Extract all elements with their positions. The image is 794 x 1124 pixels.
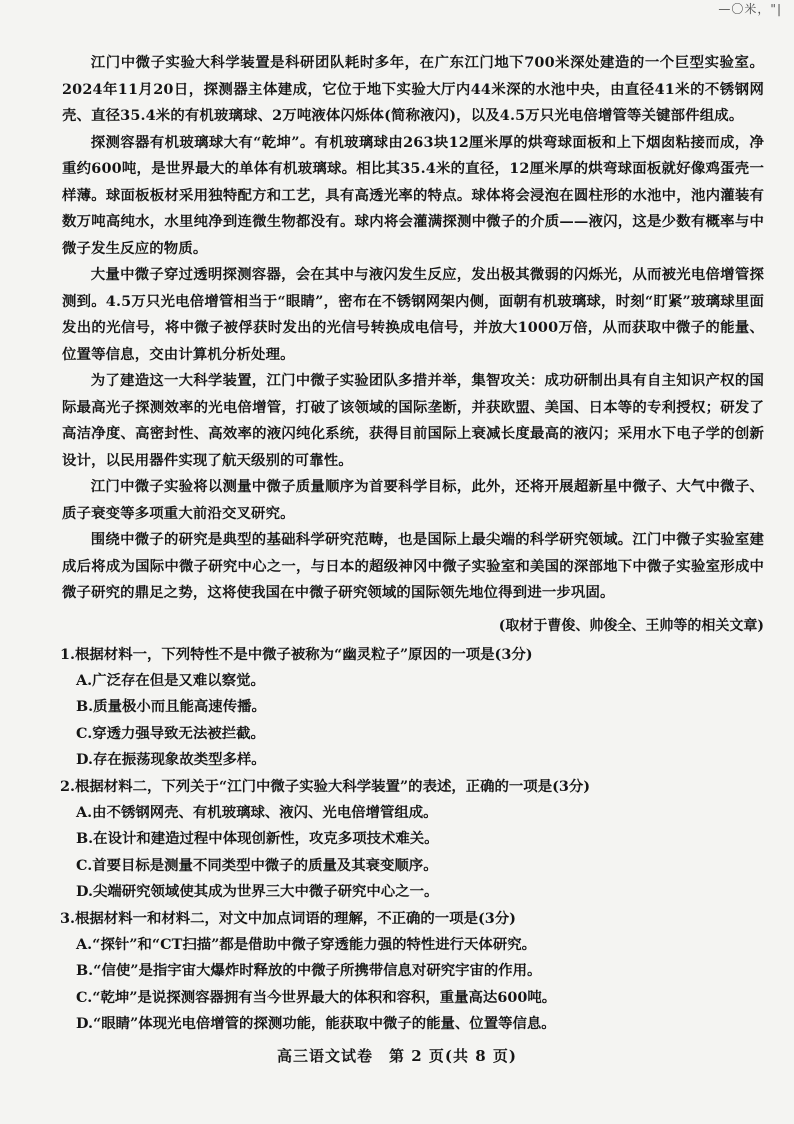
- corner-mark: —〇米，"|: [718, 2, 782, 16]
- option-d: D.存在振荡现象故类型多样。: [76, 751, 266, 768]
- paragraph-6: 围绕中微子的研究是典型的基础科学研究范畴，也是国际上最尖端的科学研究领域。江门中微子实验室建成后将成为国际中微子研究中心之一，与日本的超级神冈中微子实验室和美国的深部地下中微子实验室形成中微子研究的鼎足之势，这将使我国在中微子研究领域的国际领先地位得到进一步巩固。: [62, 531, 764, 601]
- paragraph-5: 江门中微子实验将以测量中微子质量顺序为首要科学目标，此外，还将开展超新星中微子、大气中微子、质子衰变等多项重大前沿交叉研究。: [62, 478, 764, 522]
- question-stem: 2.根据材料二，下列关于“江门中微子实验大科学装置”的表述，正确的一项是(3分): [60, 777, 591, 795]
- option-c: C.穿透力强导致无法被拦截。: [76, 724, 265, 742]
- option-b: B.“信使”是指宇宙大爆炸时释放的中微子所携带信息对研究宇宙的作用。: [76, 962, 542, 979]
- article-body: [0, 50, 794, 607]
- paragraph-4: 为了建造这一大科学装置，江门中微子实验团队多措并举，集智攻关：成功研制出具有自主知识产权的国际最高光子探测效率的光电倍增管，打破了该领域的国际垄断，并获欧盟、美国、日本等的专利授权；研发了高洁净度、高密封性、高效率的液闪纯化系统，获得目前国际上衰减长度最高的液闪；采用水下电子学的创新设计，以民用器件实现了航天级别的可靠性。: [62, 372, 764, 469]
- question-stem: 1.根据材料一，下列特性不是中微子被称为“幽灵粒子”原因的一项是(3分): [60, 645, 533, 663]
- option-c: C.首要目标是测量不同类型中微子的质量及其衰变顺序。: [76, 856, 438, 874]
- paragraph-2: 探测容器有机玻璃球大有“乾坤”。有机玻璃球由263块12厘米厚的烘弯球面板和上下烟囱粘接而成，净重约600吨，是世界最大的单体有机玻璃球。相比其35.4米的直径，12厘米厚的烘弯球面板就好像鸡蛋壳一样薄。球面板板材采用独特配方和工艺，具有高透光率的特点。球体将会浸泡在圆柱形的水池中，池内灌装有数万吨高纯水，水里纯净到连微生物都没有。球内将会灌满探测中微子的介质——液闪，这是少数有概率与中微子发生反应的物质。: [62, 133, 764, 257]
- option-c: C.“乾坤”是说探测容器拥有当今世界最大的体积和容积，重量高达600吨。: [76, 988, 557, 1006]
- option-d: D.尖端研究领域使其成为世界三大中微子研究中心之一。: [76, 883, 439, 900]
- option-b: B.质量极小而且能高速传播。: [76, 698, 266, 715]
- option-d: D.“眼睛”体现光电倍增管的探测功能，能获取中微子的能量、位置等信息。: [76, 1015, 556, 1032]
- question-2: [62, 774, 764, 906]
- question-3: [62, 906, 764, 1038]
- question-1: [62, 642, 764, 774]
- option-a: A.由不锈钢网壳、有机玻璃球、液闪、光电倍增管组成。: [76, 803, 438, 821]
- paragraph-1: 江门中微子实验大科学装置是科研团队耗时多年，在广东江门地下700米深处建造的一个巨型实验室。2024年11月20日，探测器主体建成，它位于地下实验大厅内44米深的水池中央，由直径41米的不锈钢网壳、直径35.4米的有机玻璃球、2万吨液体闪烁体(简称液闪)，以及4.5万只光电倍增管等关键部件组成。: [62, 54, 764, 124]
- source-citation: (取材于曹俊、帅俊全、王帅等的相关文章): [498, 617, 764, 634]
- question-stem: 3.根据材料一和材料二，对文中加点词语的理解，不正确的一项是(3分): [60, 909, 516, 927]
- paragraph-3: 大量中微子穿过透明探测容器，会在其中与液闪发生反应，发出极其微弱的闪烁光，从而被光电倍增管探测到。4.5万只光电倍增管相当于“眼睛”，密布在不锈钢网架内侧，面朝有机玻璃球，时刻“盯紧”玻璃球里面发出的光信号，将中微子被俘获时发出的光信号转换成电信号，并放大1000万倍，从而获取中微子的能量、位置等信息，交由计算机分析处理。: [62, 266, 764, 363]
- option-b: B.在设计和建造过程中体现创新性，攻克多项技术难关。: [76, 830, 439, 847]
- question-list: [62, 642, 764, 1038]
- page-footer: 高三语文试卷 第 2 页(共 8 页): [277, 1047, 517, 1065]
- option-a: A.广泛存在但是又难以察觉。: [76, 671, 265, 689]
- option-a: A.“探针”和“CT扫描”都是借助中微子穿透能力强的特性进行天体研究。: [76, 935, 536, 953]
- document-page: [0, 50, 794, 1038]
